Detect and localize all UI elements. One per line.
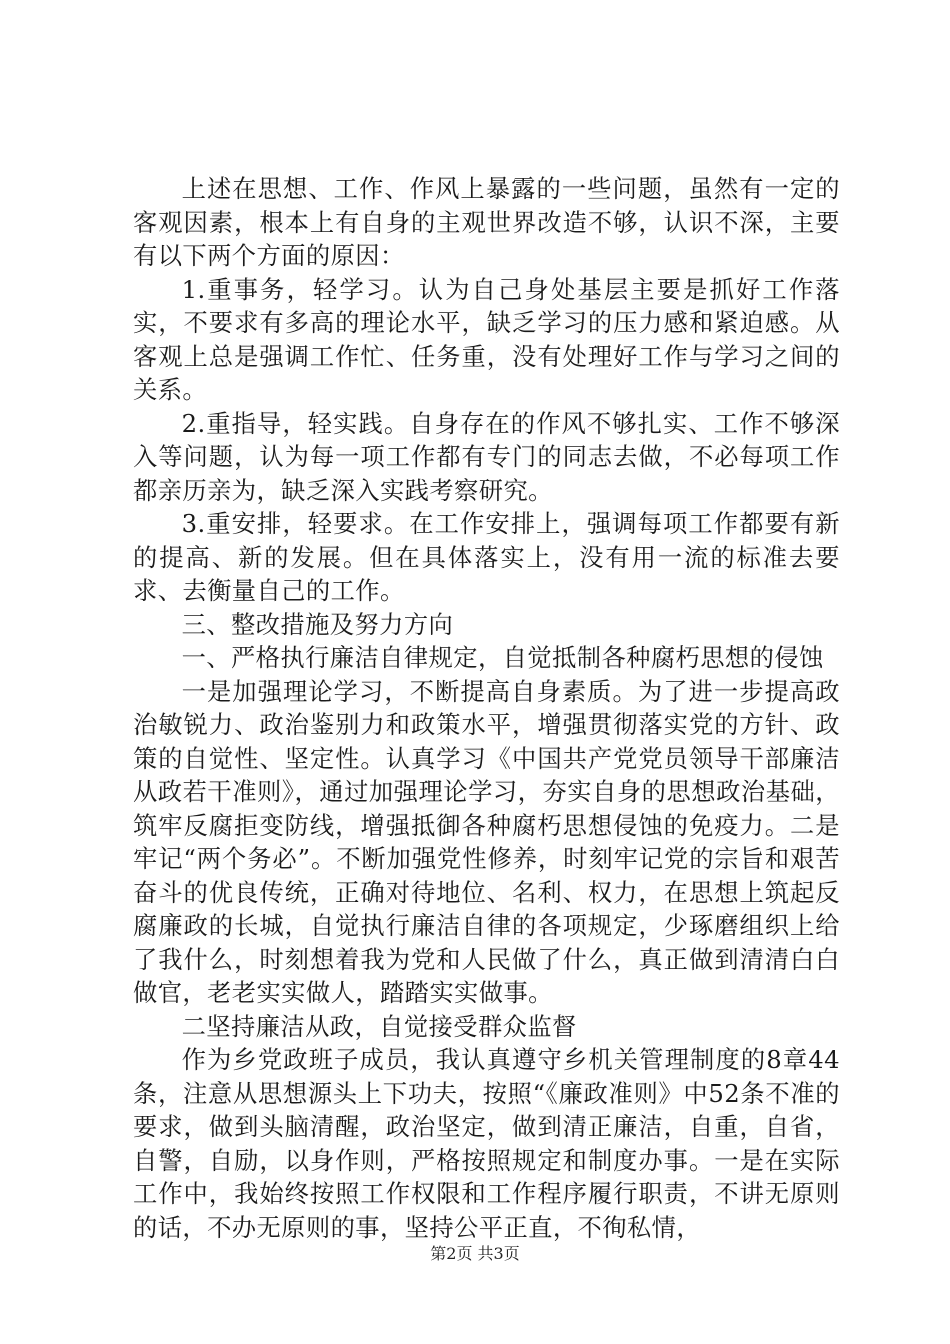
page-footer: 第2页 共3页 (430, 1244, 520, 1263)
paragraph-theory-study: 一是加强理论学习，不断提高自身素质。为了进一步提高政治敏锐力、政治鉴别力和政策水平，增强贯彻落实党的方针、政策的自觉性、坚定性。认真学习《中国共产党党员领导干部廉洁从政若干准则》，通过加强理论学习，夯实自身的思想政治基础，筑牢反腐拒变防线，增强抵御各种腐朽思想侵蚀的免疫力。二是牢记“两个务必”。不断加强党性修养，时刻牢记党的宗旨和艰苦奋斗的优良传统，正确对待地位、名利、权力，在思想上筑起反腐廉政的长城，自觉执行廉洁自律的各项规定，少琢磨组织上给了我什么，时刻想着我为党和人民做了什么，真正做到清清白白做官，老老实实做人，踏踏实实做事。 (133, 676, 840, 1007)
paragraph-cause-2: 2.重指导，轻实践。自身存在的作风不够扎实、工作不够深入等问题，认为每一项工作都有专门的同志去做，不必每项工作都亲历亲为，缺乏深入实践考察研究。 (133, 408, 840, 505)
paragraph-causes-intro: 上述在思想、工作、作风上暴露的一些问题，虽然有一定的客观因素，根本上有自身的主观世界改造不够，认识不深，主要有以下两个方面的原因： (133, 174, 840, 270)
subheading-self-discipline: 一、严格执行廉洁自律规定，自觉抵制各种腐朽思想的侵蚀 (181, 643, 824, 672)
subheading-public-supervision: 二坚持廉洁从政，自觉接受群众监督 (181, 1011, 577, 1041)
document-body (133, 172, 840, 1244)
section-heading-rectification: 三、整改措施及努力方向 (181, 609, 454, 639)
paragraph-cause-1: 1.重事务，轻学习。认为自己身处基层主要是抓好工作落实，不要求有多高的理论水平，缺乏学习的压力感和紧迫感。从客观上总是强调工作忙、任务重，没有处理好工作与学习之间的关系。 (133, 274, 840, 404)
paragraph-cause-3: 3.重安排，轻要求。在工作安排上，强调每项工作都要有新的提高、新的发展。但在具体落实上，没有用一流的标准去要求、去衡量自己的工作。 (133, 509, 840, 605)
paragraph-clean-governance: 作为乡党政班子成员，我认真遵守乡机关管理制度的8章44条，注意从思想源头上下功夫，按照“《廉政准则》中52条不准的要求，做到头脑清醒，政治坚定，做到清正廉洁，自重，自省，自警，自励，以身作则，严格按照规定和制度办事。一是在实际工作中，我始终按照工作权限和工作程序履行职责，不讲无原则的话，不办无原则的事，坚持公平正直，不徇私情， (133, 1045, 840, 1242)
